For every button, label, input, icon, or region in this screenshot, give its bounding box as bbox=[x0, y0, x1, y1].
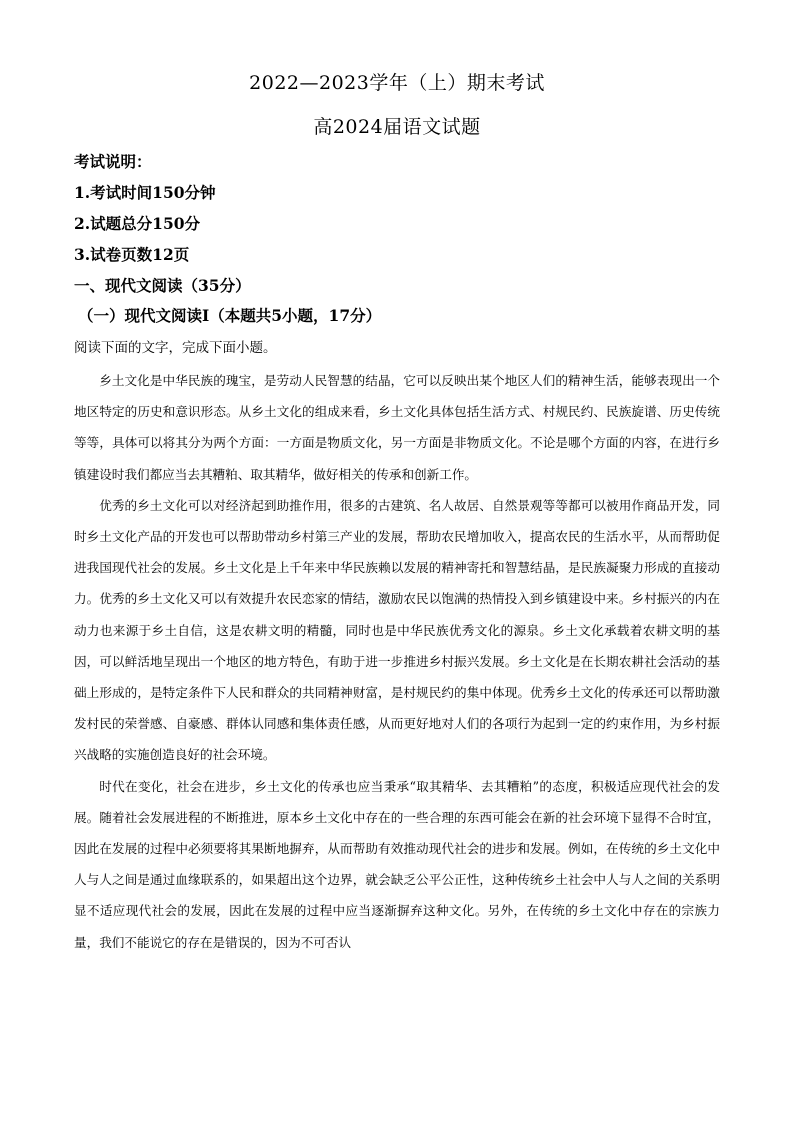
exam-title: 2022—2023学年（上）期末考试 bbox=[249, 72, 545, 94]
exam-note-item: 2.试题总分150分 bbox=[74, 214, 201, 233]
reading-passage bbox=[74, 365, 720, 958]
reading-instruction: 阅读下面的文字，完成下面小题。 bbox=[74, 340, 277, 356]
passage-paragraph: 乡土文化是中华民族的瑰宝，是劳动人民智慧的结晶，它可以反映出某个地区人们的精神生活，能够表现出一个地区特定的历史和意识形态。从乡土文化的组成来看，乡土文化具体包括生活方式、村规民约、民族旋谱、历史传统等等，具体可以将其分为两个方面：一方面是物质文化，另一方面是非物质文化。不论是哪个方面的内容，在进行乡镇建设时我们都应当去其糟粕、取其精华，做好相关的传承和创新工作。 bbox=[74, 373, 720, 482]
exam-note-item: 1.考试时间150分钟 bbox=[74, 183, 216, 202]
passage-paragraph: 优秀的乡土文化可以对经济起到助推作用，很多的古建筑、名人故居、自然景观等等都可以被用作商品开发，同时乡土文化产品的开发也可以帮助带动乡村第三产业的发展，帮助农民增加收入，提高农民的生活水平，从而帮助促进我国现代社会的发展。乡土文化是上千年来中华民族赖以发展的精神寄托和智慧结晶，是民族凝聚力形成的直接动力。优秀的乡土文化又可以有效提升农民恋家的情结，激励农民以饱满的热情投入到乡镇建设中来。乡村振兴的内在动力也来源于乡土自信，这是农耕文明的精髓，同时也是中华民族优秀文化的源泉。乡土文化承载着农耕文明的基因，可以鲜活地呈现出一个地区的地方特色，有助于进一步推进乡村振兴发展。乡土文化是在长期农耕社会活动的基础上形成的，是特定条件下人民和群众的共同精神财富，是村规民约的集中体现。优秀乡土文化的传承还可以帮助激发村民的荣誉感、自豪感、群体认同感和集体责任感，从而更好地对人们的各项行为起到一定的约束作用，为乡村振兴战略的实施创造良好的社会环境。 bbox=[74, 497, 720, 763]
exam-note-item: 3.试卷页数12页 bbox=[74, 245, 190, 264]
exam-subtitle: 高2024届语文试题 bbox=[313, 116, 481, 138]
subsection-title: （一）现代文阅读Ⅰ（本题共5小题，17分） bbox=[78, 306, 382, 325]
section-title: 一、现代文阅读（35分） bbox=[74, 276, 251, 295]
exam-notes-label: 考试说明： bbox=[74, 152, 152, 171]
passage-paragraph: 时代在变化，社会在进步，乡土文化的传承也应当秉承“取其精华、去其糟粕”的态度，积极适应现代社会的发展。随着社会发展进程的不断推进，原本乡土文化中存在的一些合理的东西可能会在新的社会环境下显得不合时宜，因此在发展的过程中必须要将其果断地摒弃，从而帮助有效推动现代社会的进步和发展。例如，在传统的乡土文化中人与人之间是通过血缘联系的，如果超出这个边界，就会缺乏公平公正性，这种传统乡土社会中人与人之间的关系明显不适应现代社会的发展，因此在发展的过程中应当逐渐摒弃这种文化。另外，在传统的乡土文化中存在的宗族力量，我们不能说它的存在是错误的，因为不可否认 bbox=[74, 778, 720, 950]
